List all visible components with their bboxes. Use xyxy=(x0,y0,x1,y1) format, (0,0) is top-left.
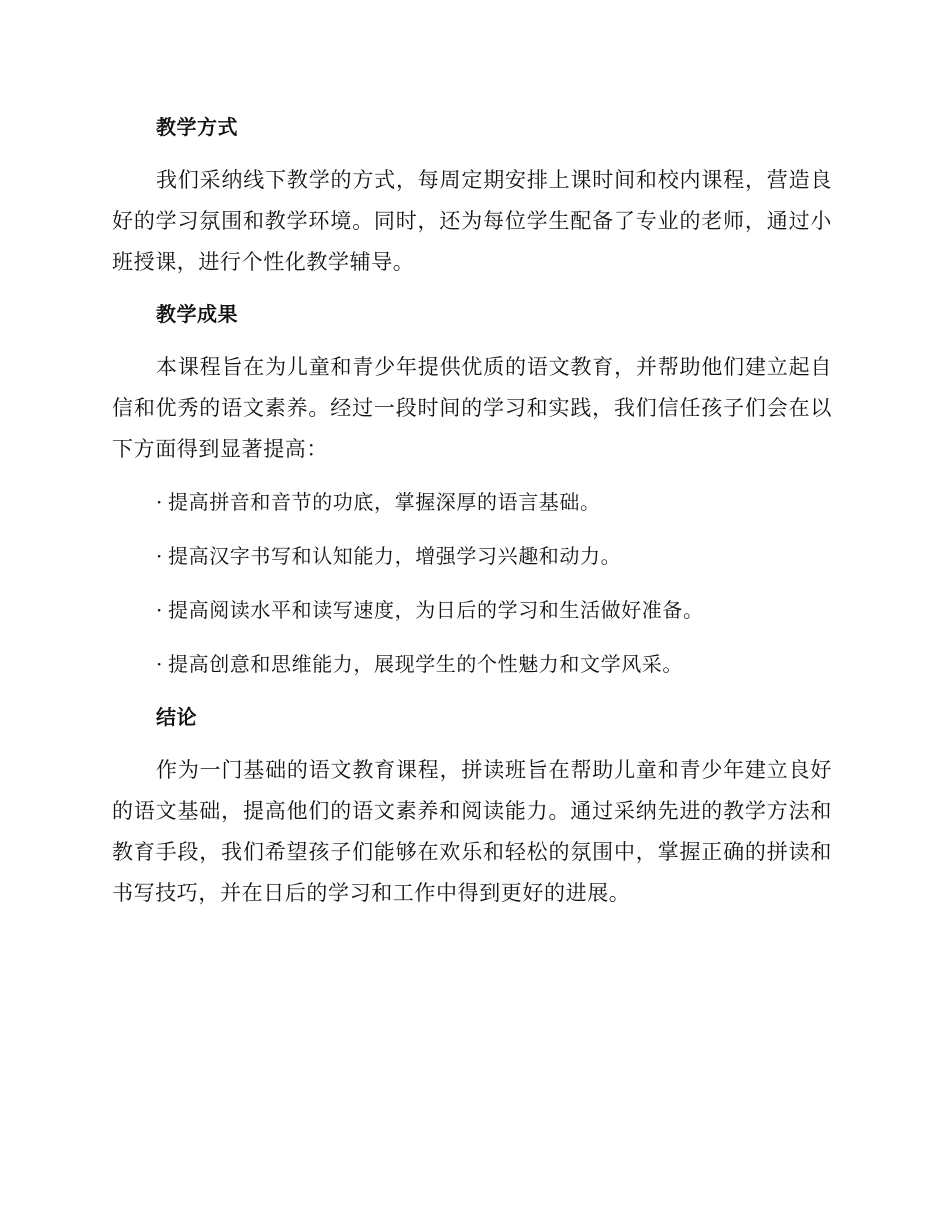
section-heading-teaching-results: 教学成果 xyxy=(156,302,238,326)
list-item xyxy=(112,644,832,685)
bullet-icon: · xyxy=(156,490,163,514)
section-heading-teaching-method: 教学方式 xyxy=(156,115,238,139)
list-item xyxy=(112,482,832,523)
results-list xyxy=(112,482,832,685)
conclusion-paragraph: 作为一门基础的语文教育课程，拼读班旨在帮助儿童和青少年建立良好的语文基础，提高他们的语文素养和阅读能力。通过采纳先进的教学方法和教育手段，我们希望孩子们能够在欢乐和轻松的氛围中，掌握正确的拼读和书写技巧，并在日后的学习和工作中得到更好的进展。 xyxy=(112,758,832,905)
list-item-text: 提高创意和思维能力，展现学生的个性魅力和文学风采。 xyxy=(168,652,683,676)
teaching-method-paragraph: 我们采纳线下教学的方式，每周定期安排上课时间和校内课程，营造良好的学习氛围和教学环境。同时，还为每位学生配备了专业的老师，通过小班授课，进行个性化教学辅导。 xyxy=(112,168,832,274)
document-body xyxy=(112,108,832,926)
list-item xyxy=(112,590,832,631)
bullet-icon: · xyxy=(156,544,163,568)
list-item xyxy=(112,536,832,577)
list-item-text: 提高拼音和音节的功底，掌握深厚的语言基础。 xyxy=(168,490,601,514)
section-heading-conclusion: 结论 xyxy=(156,705,197,729)
teaching-results-paragraph: 本课程旨在为儿童和青少年提供优质的语文教育，并帮助他们建立起自信和优秀的语文素养。经过一段时间的学习和实践，我们信任孩子们会在以下方面得到显著提高： xyxy=(112,355,832,461)
bullet-icon: · xyxy=(156,598,163,622)
bullet-icon: · xyxy=(156,652,163,676)
list-item-text: 提高阅读水平和读写速度，为日后的学习和生活做好准备。 xyxy=(168,598,704,622)
list-item-text: 提高汉字书写和认知能力，增强学习兴趣和动力。 xyxy=(168,544,622,568)
